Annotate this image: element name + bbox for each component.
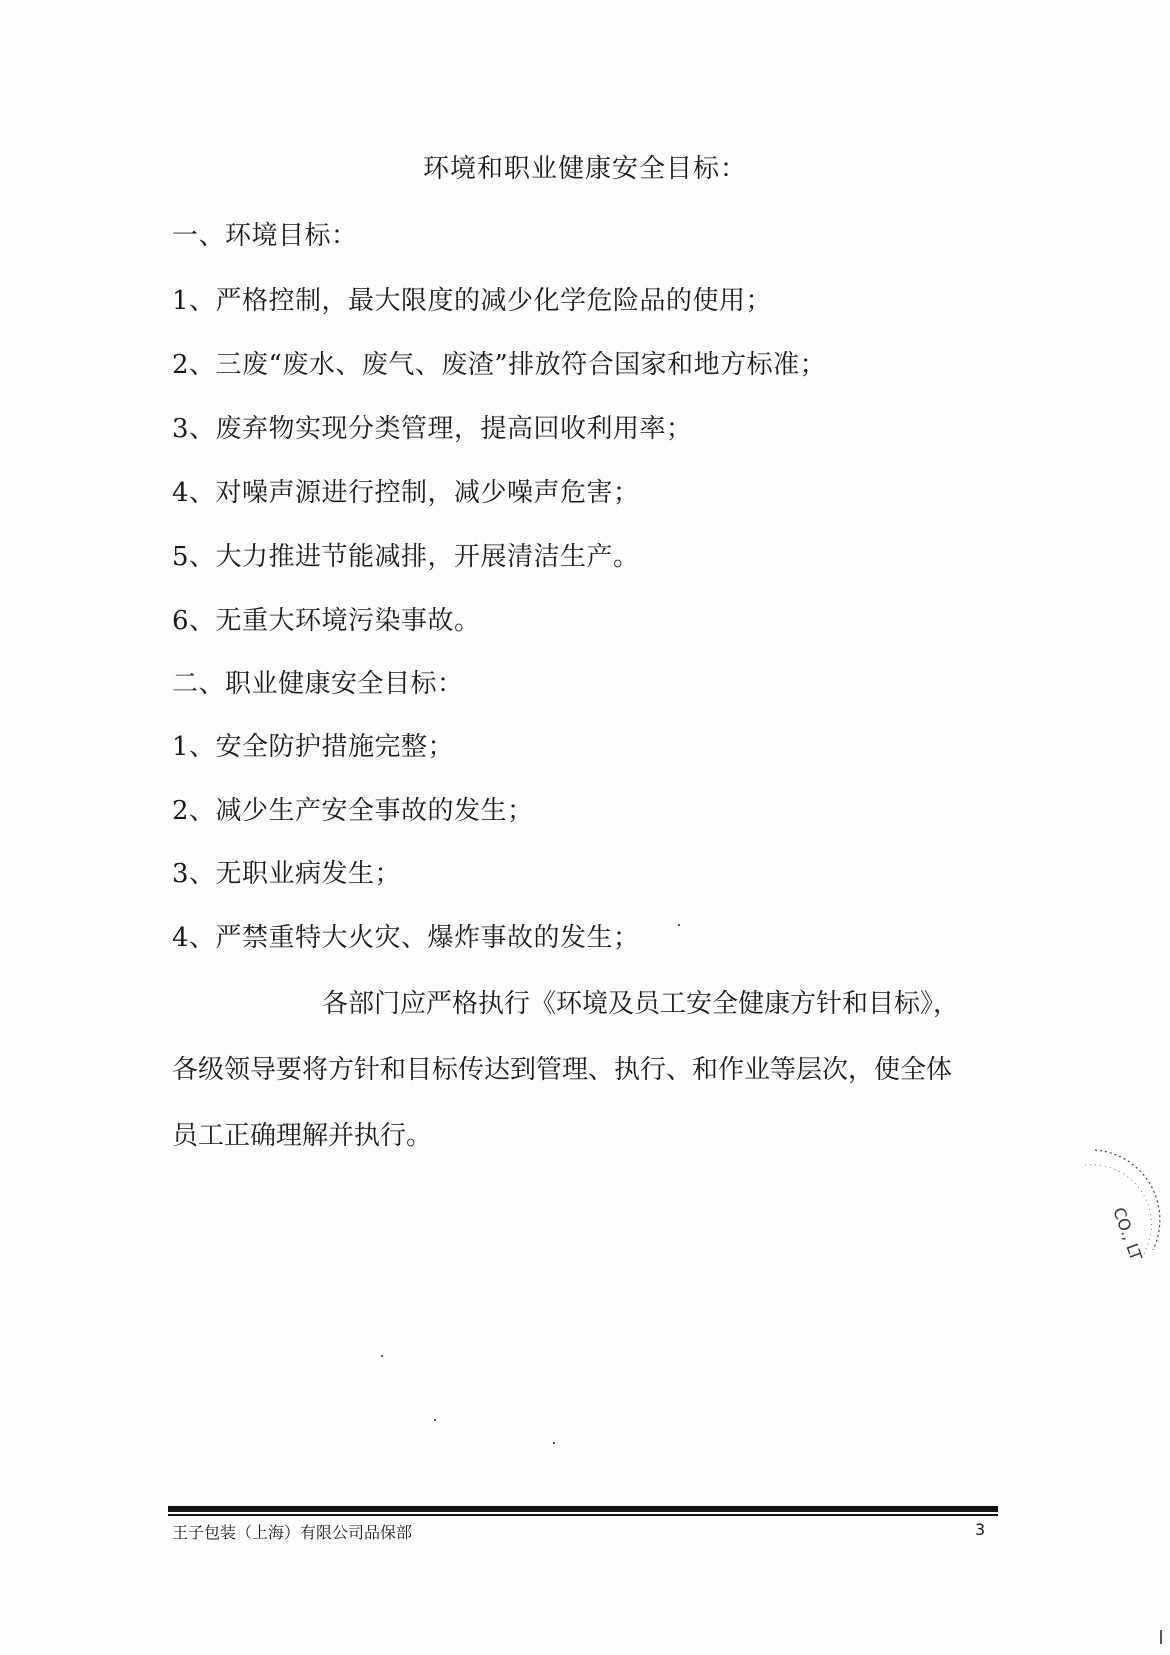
ohs-item-1: 1、安全防护措施完整；	[172, 732, 455, 762]
footer-page-number: 3	[975, 1520, 986, 1539]
env-item-1: 1、严格控制，最大限度的减少化学危险品的使用；	[172, 286, 773, 316]
closing-paragraph-line-3: 员工正确理解并执行。	[172, 1121, 433, 1151]
page-title: 环境和职业健康安全目标：	[422, 154, 747, 184]
section-heading-ohs: 二、职业健康安全目标：	[172, 669, 464, 699]
scan-speck	[553, 1442, 555, 1444]
footer-rule-thin	[168, 1514, 998, 1516]
section-heading-environment: 一、环境目标：	[172, 221, 358, 251]
env-item-5: 5、大力推进节能减排，开展清洁生产。	[172, 542, 640, 572]
closing-paragraph-line-1: 各部门应严格执行《环境及员工安全健康方针和目标》，	[322, 989, 960, 1019]
env-item-4: 4、对噪声源进行控制，减少噪声危害；	[172, 478, 640, 508]
ohs-item-2: 2、减少生产安全事故的发生；	[172, 796, 534, 826]
footer-company: 王子包装（上海）有限公司品保部	[172, 1523, 413, 1542]
footer-rule	[168, 1506, 998, 1512]
seal-text: CO., LT	[1109, 1204, 1146, 1263]
company-seal-stamp	[1075, 1140, 1165, 1290]
closing-paragraph-line-2: 各级领导要将方针和目标传达到管理、执行、和作业等层次，使全体	[172, 1055, 953, 1085]
env-item-3: 3、废弃物实现分类管理，提高回收利用率；	[172, 414, 693, 444]
scan-speck	[678, 924, 680, 926]
scan-speck	[1160, 1630, 1162, 1644]
ohs-item-4: 4、严禁重特大火灾、爆炸事故的发生；	[172, 923, 640, 953]
scan-speck	[434, 1419, 436, 1421]
ohs-item-3: 3、无职业病发生；	[172, 859, 402, 889]
env-item-6: 6、无重大环境污染事故。	[172, 606, 481, 636]
env-item-2: 2、三废“废水、废气、废渣”排放符合国家和地方标准；	[172, 350, 827, 380]
scan-speck	[381, 1355, 383, 1357]
